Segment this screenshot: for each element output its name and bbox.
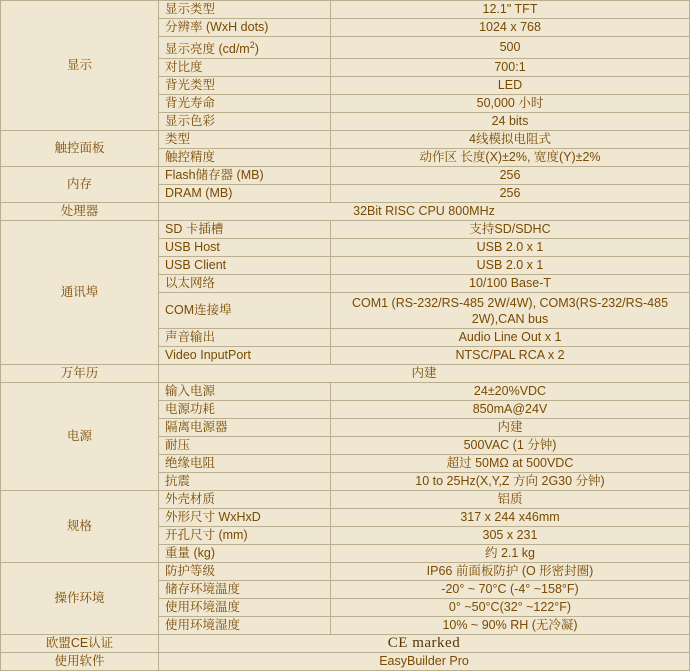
item-cell: 以太网络 [159, 275, 331, 293]
value-cell: 32Bit RISC CPU 800MHz [159, 203, 690, 221]
category-cell: 内存 [1, 167, 159, 203]
item-cell: 声音输出 [159, 329, 331, 347]
item-cell: 外形尺寸 WxHxD [159, 509, 331, 527]
table-row [1, 167, 690, 185]
item-cell: 显示色彩 [159, 113, 331, 131]
table-row [1, 203, 690, 221]
value-cell: USB 2.0 x 1 [331, 257, 690, 275]
category-cell: 欧盟CE认证 [1, 635, 159, 653]
value-cell: 24 bits [331, 113, 690, 131]
value-cell: 动作区 长度(X)±2%, 宽度(Y)±2% [331, 149, 690, 167]
item-cell: 防护等级 [159, 563, 331, 581]
category-cell: 操作环境 [1, 563, 159, 635]
value-cell: 支持SD/SDHC [331, 221, 690, 239]
item-cell: 类型 [159, 131, 331, 149]
value-cell: USB 2.0 x 1 [331, 239, 690, 257]
item-cell: USB Host [159, 239, 331, 257]
item-cell: 开孔尺寸 (mm) [159, 527, 331, 545]
value-cell: IP66 前面板防护 (O 形密封圈) [331, 563, 690, 581]
value-cell: LED [331, 77, 690, 95]
item-cell: Flash储存器 (MB) [159, 167, 331, 185]
item-cell: 储存环境温度 [159, 581, 331, 599]
value-cell: Audio Line Out x 1 [331, 329, 690, 347]
category-cell: 显示 [1, 1, 159, 131]
value-cell: COM1 (RS-232/RS-485 2W/4W), COM3(RS-232/RS-485 2W),CAN bus [331, 293, 690, 329]
table-row [1, 491, 690, 509]
category-cell: 万年历 [1, 365, 159, 383]
value-cell: EasyBuilder Pro [159, 653, 690, 671]
category-cell: 触控面板 [1, 131, 159, 167]
value-cell: 50,000 小时 [331, 95, 690, 113]
item-cell: SD 卡插槽 [159, 221, 331, 239]
item-cell: 抗震 [159, 473, 331, 491]
item-cell: 对比度 [159, 59, 331, 77]
value-cell: 内建 [159, 365, 690, 383]
item-cell: 外壳材质 [159, 491, 331, 509]
value-cell: 0° ~50°C(32° ~122°F) [331, 599, 690, 617]
value-cell: 内建 [331, 419, 690, 437]
category-cell: 处理器 [1, 203, 159, 221]
value-cell: 305 x 231 [331, 527, 690, 545]
item-cell: 背光寿命 [159, 95, 331, 113]
value-cell: -20° ~ 70°C (-4° ~158°F) [331, 581, 690, 599]
category-cell: 通讯埠 [1, 221, 159, 365]
item-cell [159, 37, 331, 59]
value-cell: 256 [331, 167, 690, 185]
value-cell: 317 x 244 x46mm [331, 509, 690, 527]
table-row [1, 221, 690, 239]
value-cell: 1024 x 768 [331, 19, 690, 37]
table-row [1, 563, 690, 581]
category-cell: 使用软件 [1, 653, 159, 671]
table-row [1, 653, 690, 671]
item-cell: 电源功耗 [159, 401, 331, 419]
item-cell: 重量 (kg) [159, 545, 331, 563]
table-row [1, 365, 690, 383]
item-cell: 隔离电源器 [159, 419, 331, 437]
table-row [1, 383, 690, 401]
item-cell: DRAM (MB) [159, 185, 331, 203]
category-cell: 规格 [1, 491, 159, 563]
value-cell: 500 [331, 37, 690, 59]
value-cell: 500VAC (1 分钟) [331, 437, 690, 455]
item-cell: 触控精度 [159, 149, 331, 167]
value-cell: 10% ~ 90% RH (无冷凝) [331, 617, 690, 635]
value-cell: 10 to 25Hz(X,Y,Z 方向 2G30 分钟) [331, 473, 690, 491]
value-cell: 12.1" TFT [331, 1, 690, 19]
item-cell: COM连接埠 [159, 293, 331, 329]
item-label-pre: 显示亮度 (cd/m [165, 42, 250, 57]
item-cell: 绝缘电阻 [159, 455, 331, 473]
item-label-post: ) [254, 42, 259, 57]
item-cell: 输入电源 [159, 383, 331, 401]
value-cell: 约 2.1 kg [331, 545, 690, 563]
item-cell: 显示类型 [159, 1, 331, 19]
table-row [1, 635, 690, 653]
table-row [1, 1, 690, 19]
value-cell: 超过 50MΩ at 500VDC [331, 455, 690, 473]
value-cell: 24±20%VDC [331, 383, 690, 401]
value-cell: 700:1 [331, 59, 690, 77]
value-cell: 850mA@24V [331, 401, 690, 419]
category-cell: 电源 [1, 383, 159, 491]
value-cell: 10/100 Base-T [331, 275, 690, 293]
item-cell: 耐压 [159, 437, 331, 455]
value-cell: 铝质 [331, 491, 690, 509]
item-cell: 使用环境湿度 [159, 617, 331, 635]
item-cell: USB Client [159, 257, 331, 275]
item-label-superscript: 2 [249, 40, 255, 50]
table-row [1, 131, 690, 149]
item-cell: Video InputPort [159, 347, 331, 365]
value-cell: CE marked [159, 635, 690, 653]
value-cell: 4线模拟电阻式 [331, 131, 690, 149]
item-cell: 背光类型 [159, 77, 331, 95]
value-cell: NTSC/PAL RCA x 2 [331, 347, 690, 365]
item-cell: 使用环境温度 [159, 599, 331, 617]
item-cell: 分辨率 (WxH dots) [159, 19, 331, 37]
value-cell: 256 [331, 185, 690, 203]
